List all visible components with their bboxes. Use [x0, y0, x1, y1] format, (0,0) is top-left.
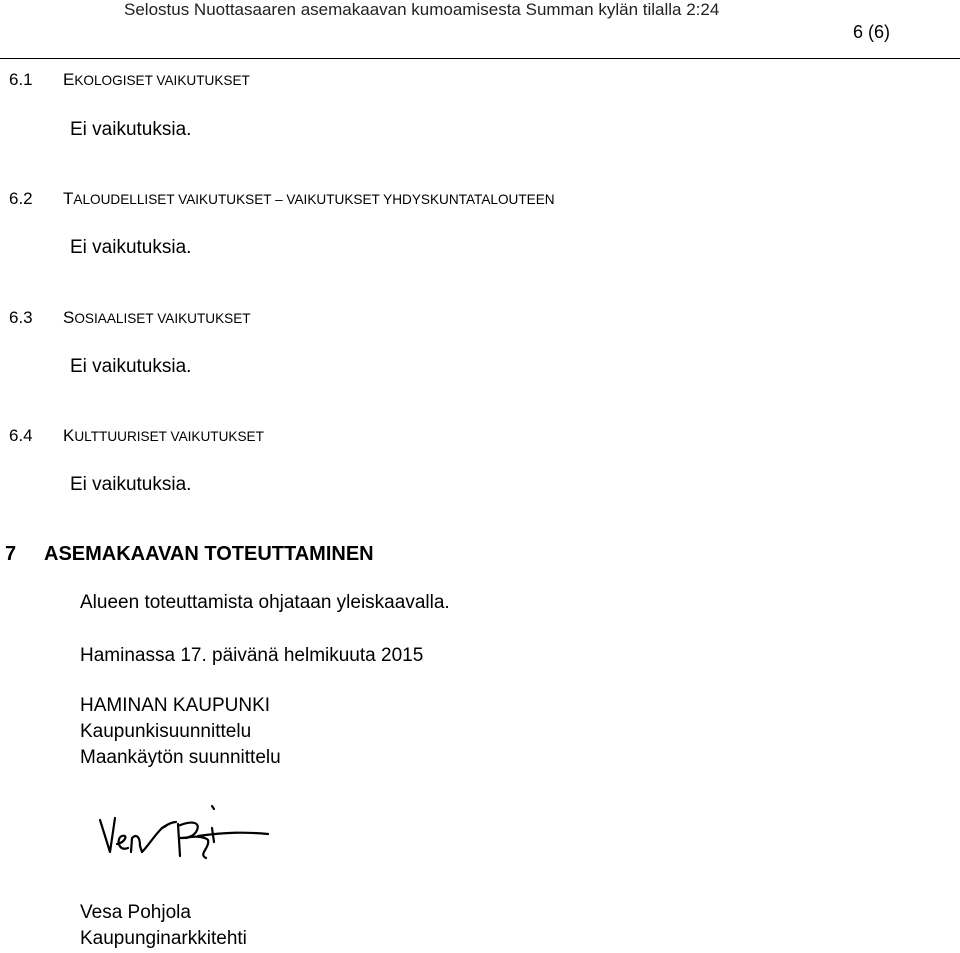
- section-title-initial: S: [63, 308, 75, 327]
- section-heading-6-4: [9, 426, 264, 446]
- main-section-number: 7: [5, 543, 17, 565]
- section-title-initial: T: [63, 189, 74, 208]
- section-number: 6.1: [9, 70, 33, 89]
- page-number: 6 (6): [853, 22, 891, 42]
- section-heading-6-2: [9, 189, 555, 209]
- signatory-name: Vesa Pohjola: [80, 902, 191, 923]
- implementation-paragraph: Alueen toteuttamista ohjataan yleiskaavalla.: [80, 592, 450, 613]
- section-text-6-3: Ei vaikutuksia.: [70, 356, 192, 377]
- section-heading-6-3: [9, 308, 251, 328]
- organization-line-1: HAMINAN KAUPUNKI: [80, 695, 271, 716]
- section-title: KOLOGISET VAIKUTUKSET: [74, 73, 250, 88]
- section-heading-6-1: [9, 70, 250, 90]
- section-title: OSIAALISET VAIKUTUKSET: [74, 311, 251, 326]
- handwritten-signature: [96, 798, 276, 873]
- section-title: ALOUDELLISET VAIKUTUKSET – VAIKUTUKSET YHDYSKUNTATALOUTEEN: [73, 192, 555, 207]
- section-text-6-4: Ei vaikutuksia.: [70, 474, 192, 495]
- section-text-6-1: Ei vaikutuksia.: [70, 119, 192, 140]
- main-section-heading: [5, 543, 374, 566]
- organization-line-3: Maankäytön suunnittelu: [80, 747, 281, 768]
- section-title-initial: E: [63, 70, 75, 89]
- signatory-title: Kaupunginarkkitehti: [80, 928, 247, 949]
- section-number: 6.4: [9, 426, 33, 445]
- section-title-initial: K: [63, 426, 75, 445]
- header-rule: [0, 58, 960, 59]
- place-date: Haminassa 17. päivänä helmikuuta 2015: [80, 645, 424, 666]
- main-section-title: ASEMAKAAVAN TOTEUTTAMINEN: [44, 543, 374, 565]
- signature-drawing: [96, 798, 276, 868]
- section-text-6-2: Ei vaikutuksia.: [70, 237, 192, 258]
- section-number: 6.2: [9, 189, 33, 208]
- section-number: 6.3: [9, 308, 33, 327]
- section-title: ULTTUURISET VAIKUTUKSET: [74, 429, 264, 444]
- organization-line-2: Kaupunkisuunnittelu: [80, 721, 252, 742]
- document-header-title: Selostus Nuottasaaren asemakaavan kumoamisesta Summan kylän tilalla 2:24: [124, 0, 720, 19]
